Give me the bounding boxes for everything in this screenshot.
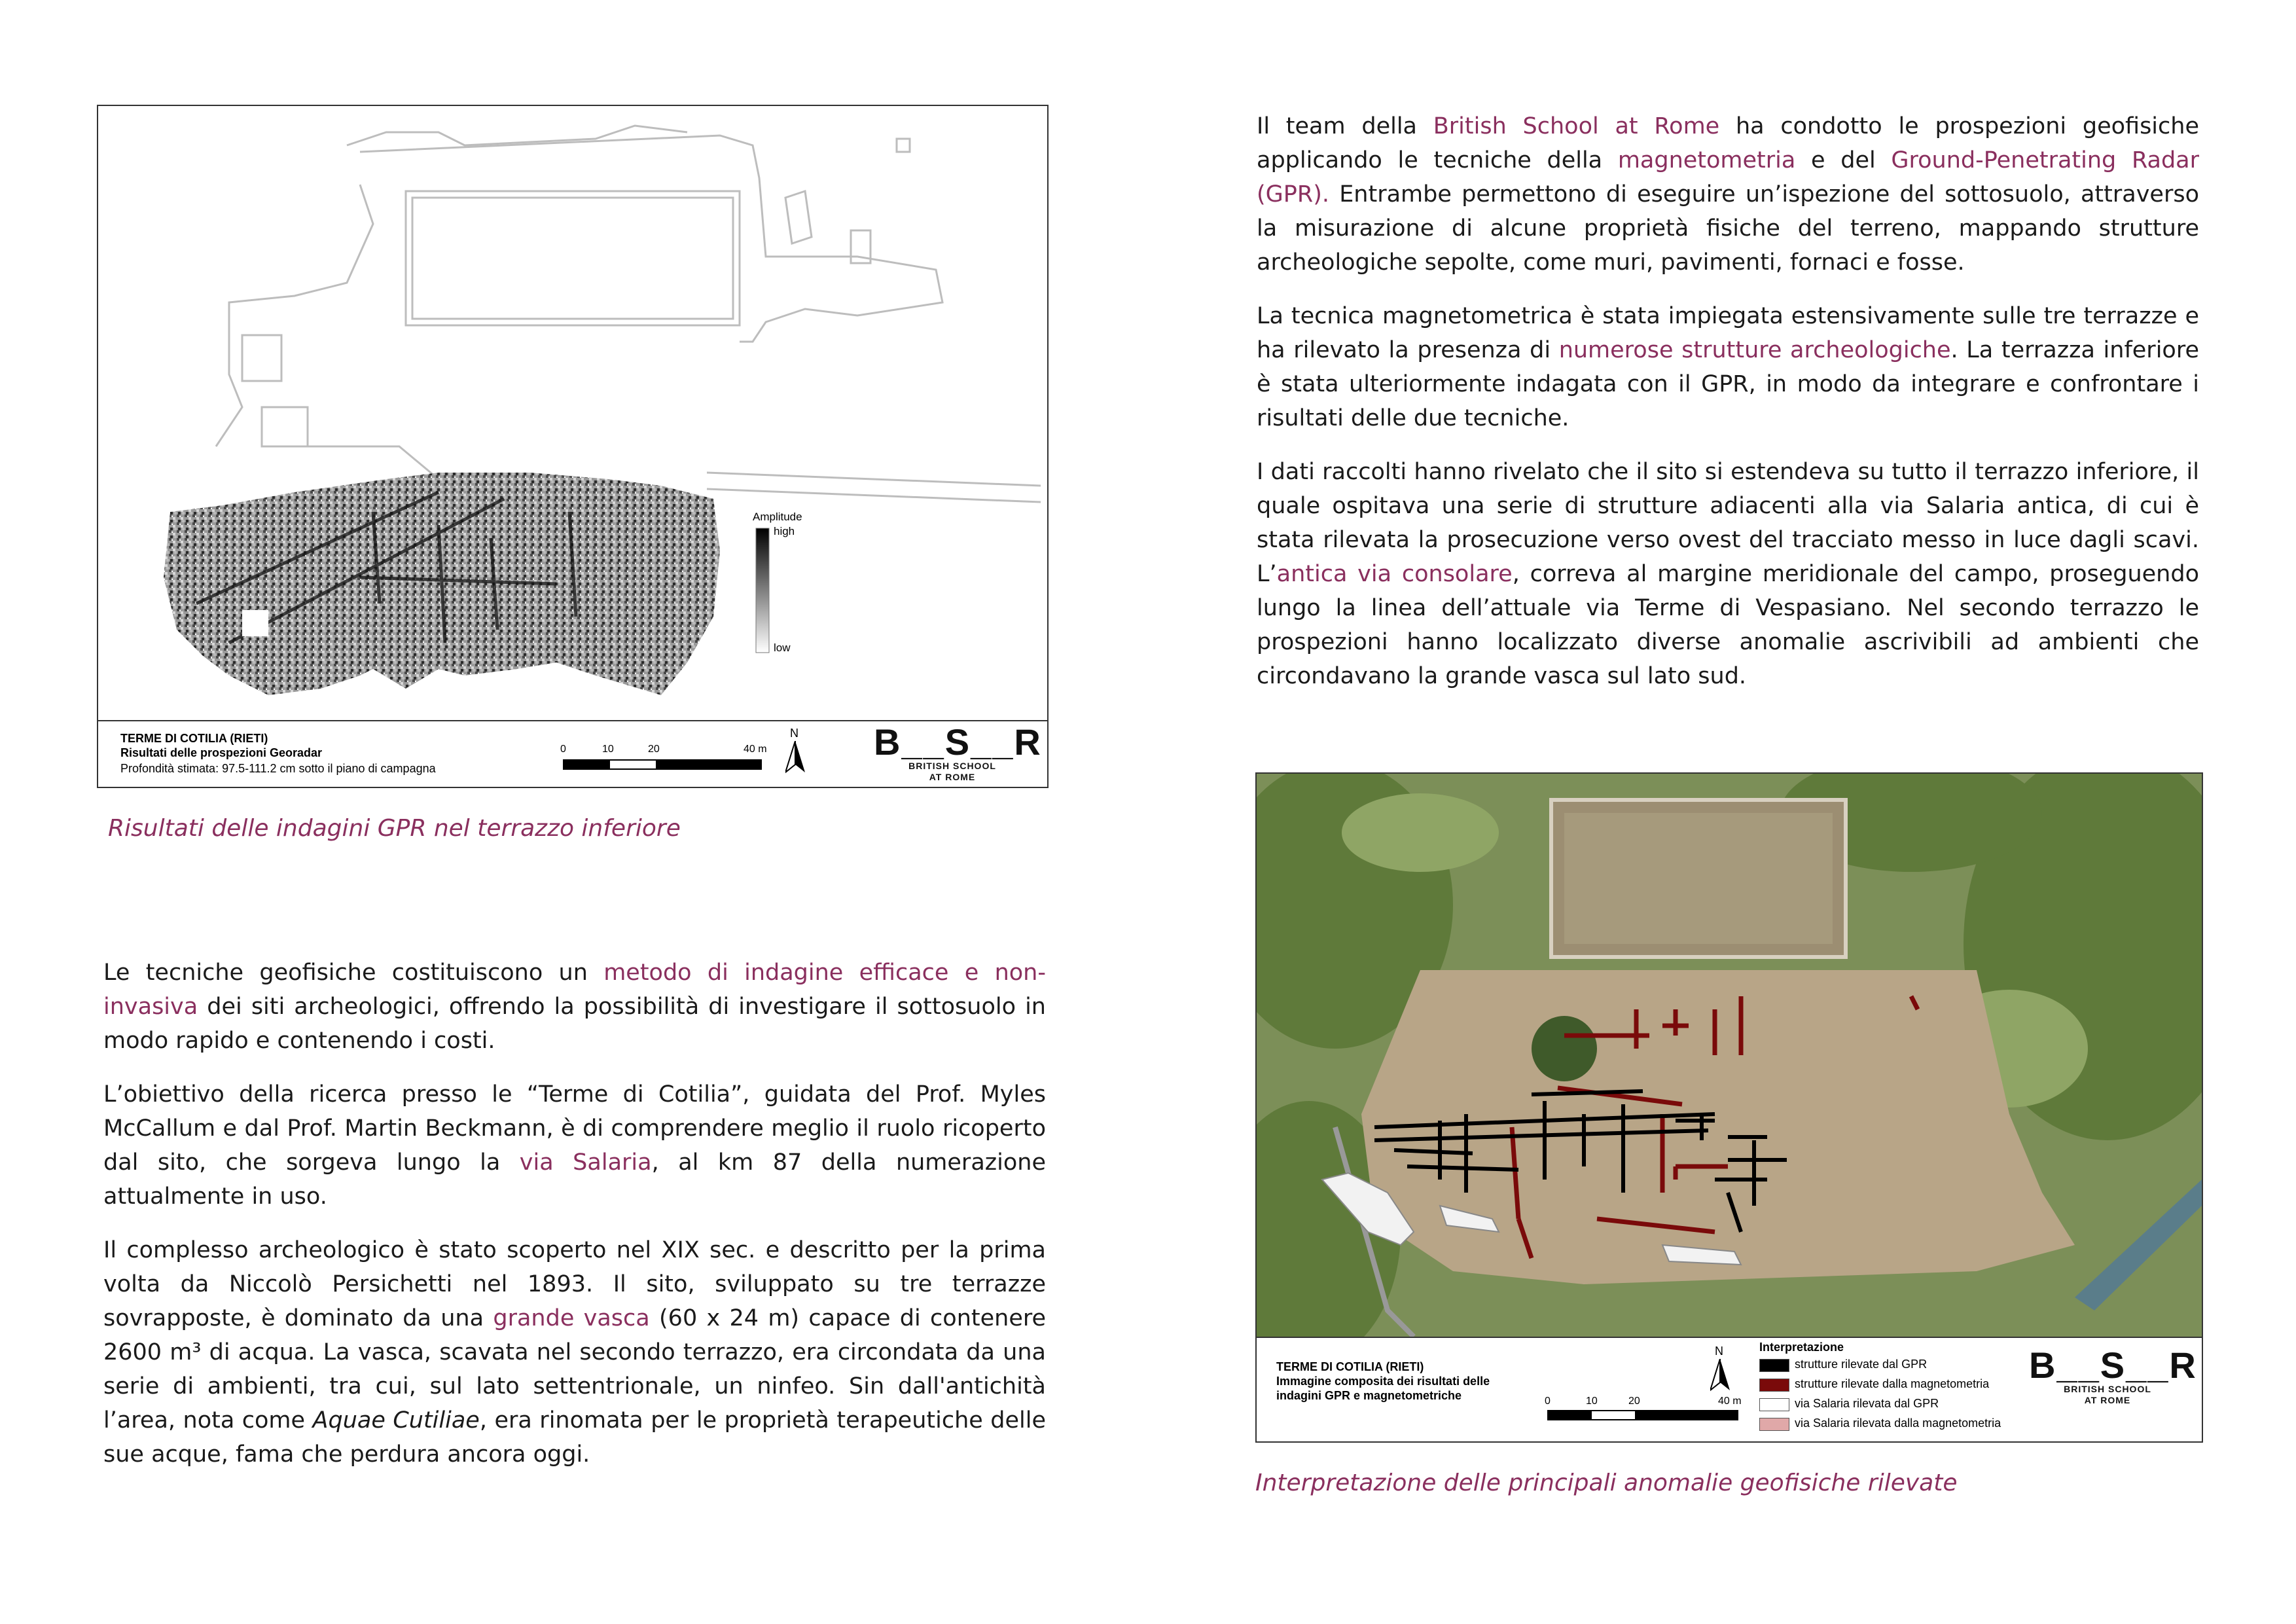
gpr-legend-bar <box>98 720 1047 787</box>
left-text-block <box>103 956 1046 1491</box>
scale-tick-0: 0 <box>560 744 566 755</box>
gpr-subtitle: Risultati delle prospezioni Georadar <box>120 746 323 759</box>
highlighted-term: Ground-Penetrating Radar (GPR). <box>1257 147 2200 208</box>
composite-aerial-map <box>1257 774 2202 1337</box>
highlighted-term: British School at Rome <box>1433 113 1720 139</box>
composite-scale-tick-10: 10 <box>1586 1396 1598 1407</box>
legend-swatch-gpr <box>1759 1359 1789 1372</box>
composite-bsr-logo-line1: BRITISH SCHOOL <box>2064 1384 2151 1394</box>
legend-swatch-salaria-magnetometry <box>1759 1418 1789 1431</box>
gpr-site-plan <box>98 106 1047 718</box>
composite-title: TERME DI COTILIA (RIETI) <box>1276 1360 1424 1373</box>
text-run: Entrambe permettono di eseguire un’ispezione del sottosuolo, attraverso la misurazione di alcune proprietà fisiche del terreno, mappando strutture archeologiche sepolte, come muri, pavimenti, fornaci e fosse. <box>1257 181 2199 276</box>
gpr-figure <box>97 105 1049 788</box>
text-run: La tecnica magnetometrica è stata impiegata estensivamente sulle tre terrazze e ha rilevato la presenza di <box>1257 303 2199 363</box>
north-label: N <box>790 727 798 740</box>
highlighted-term: metodo di indagine efficace e non-invasiva <box>103 960 1046 1020</box>
highlighted-term: numerose strutture archeologiche <box>1558 337 1951 363</box>
italic-term: Aquae Cutiliae <box>312 1407 480 1434</box>
text-run: L’obiettivo della ricerca presso le “Terme di Cotilia”, guidata del Prof. Myles McCallum e dal Prof. Martin Beckmann, è di comprendere meglio il ruolo ricoperto dal sito, che sorgeva lungo la <box>103 1081 1046 1176</box>
scale-bar <box>563 759 762 770</box>
text-run: Il complesso archeologico è stato scoperto nel XIX sec. e descritto per la prima volta da Niccolò Persichetti nel 1893. Il sito, sviluppato su tre terrazze sovrapposte, è dominato da una <box>103 1237 1046 1331</box>
text-run: , al km 87 della numerazione attualmente in uso. <box>103 1149 1046 1210</box>
amplitude-colorbar <box>756 528 769 653</box>
composite-bsr-logo <box>2029 1344 2197 1406</box>
composite-legend-bar <box>1257 1337 2202 1441</box>
bsr-logo <box>874 721 1042 783</box>
bsr-logo-line1: BRITISH SCHOOL <box>908 761 996 771</box>
composite-scale-tick-40: 40 m <box>1718 1396 1742 1407</box>
text-run: . La terrazza inferiore è stata ulteriormente indagata con il GPR, in modo da integrare e confrontare i risultati delle due tecniche. <box>1257 337 2199 431</box>
composite-figure-caption: Interpretazione delle principali anomalie geofisiche rilevate <box>1255 1470 1958 1496</box>
gpr-figure-caption: Risultati delle indagini GPR nel terrazzo inferiore <box>108 815 681 842</box>
composite-bsr-logo-letters: B__S__R <box>2029 1344 2197 1386</box>
text-run: Il team della <box>1257 113 1433 139</box>
text-run: Le tecniche geofisiche costituiscono un <box>103 960 604 986</box>
legend-swatch-salaria-gpr <box>1759 1398 1789 1411</box>
right-paragraph-2 <box>1257 299 2199 435</box>
left-paragraph-2 <box>103 1077 1046 1214</box>
composite-subtitle-1: Immagine composita dei risultati delle <box>1276 1375 1490 1388</box>
text-run: (60 x 24 m) capace di contenere 2600 m³ di acqua. La vasca, scavata nel secondo terrazzo, era circondata da una serie di ambienti, tra cui, sul lato settentrionale, un ninfeo. Sin dall'antichità l’area, nota come <box>103 1305 1047 1434</box>
legend-swatch-magnetometry <box>1759 1379 1789 1392</box>
composite-subtitle-2: indagini GPR e magnetometriche <box>1276 1389 1462 1402</box>
composite-scale-tick-0: 0 <box>1545 1396 1551 1407</box>
amplitude-high-label: high <box>774 525 795 537</box>
text-run: , era rinomata per le proprietà terapeutiche delle sue acque, fama che perdura ancora oggi. <box>103 1407 1046 1468</box>
text-run: ha condotto le prospezioni geofisiche applicando le tecniche della <box>1257 113 2199 173</box>
scale-tick-40: 40 m <box>744 744 767 755</box>
highlighted-term: antica via consolare <box>1276 561 1513 587</box>
highlighted-term: magnetometria <box>1617 147 1796 173</box>
composite-scale-tick-20: 20 <box>1628 1396 1640 1407</box>
left-paragraph-3 <box>103 1233 1046 1471</box>
bsr-logo-letters: B__S__R <box>874 721 1042 763</box>
composite-north-arrow-icon <box>1710 1359 1730 1392</box>
right-paragraph-1 <box>1257 109 2199 280</box>
scale-tick-20: 20 <box>648 744 660 755</box>
right-paragraph-3 <box>1257 455 2199 693</box>
gpr-depth: Profondità stimata: 97.5-111.2 cm sotto il piano di campagna <box>120 762 436 775</box>
text-run: e del <box>1795 147 1892 173</box>
scale-tick-10: 10 <box>602 744 614 755</box>
text-run: , correva al margine meridionale del campo, proseguendo lungo la linea dell’attuale via Terme di Vespasiano. Nel secondo terrazzo le prospezioni hanno localizzato diverse anomalie ascrivibili ad ambienti che circondavano la grande vasca sul lato sud. <box>1257 561 2199 689</box>
composite-north-label: N <box>1715 1344 1723 1358</box>
interpretation-title: Interpretazione <box>1759 1341 1844 1354</box>
north-arrow-icon <box>785 741 805 774</box>
composite-bsr-logo-line2: AT ROME <box>2084 1395 2131 1405</box>
composite-scale-bar <box>1547 1410 1738 1420</box>
legend-label-salaria-gpr: via Salaria rilevata dal GPR <box>1795 1397 1939 1410</box>
right-text-block <box>1257 109 2199 713</box>
text-run: dei siti archeologici, offrendo la possibilità di investigare il sottosuolo in modo rapido e contenendo i costi. <box>103 994 1046 1054</box>
bsr-logo-line2: AT ROME <box>929 772 976 782</box>
highlighted-term: grande vasca <box>493 1305 650 1331</box>
legend-label-magnetometry: strutture rilevate dalla magnetometria <box>1795 1377 1990 1390</box>
amplitude-low-label: low <box>774 641 791 654</box>
highlighted-term: via Salaria <box>519 1149 652 1176</box>
composite-figure <box>1255 772 2203 1443</box>
legend-label-salaria-magnetometry: via Salaria rilevata dalla magnetometria <box>1795 1416 2001 1430</box>
left-paragraph-1 <box>103 956 1046 1058</box>
legend-label-gpr: strutture rilevate dal GPR <box>1795 1358 1928 1371</box>
text-run: I dati raccolti hanno rivelato che il sito si estendeva su tutto il terrazzo inferiore, il quale ospitava una serie di strutture adiacenti alla via Salaria antica, di cui è stata rilevata la prosecuzione verso ovest del tracciato messo in luce dagli scavi. L’ <box>1257 459 2199 587</box>
amplitude-label: Amplitude <box>753 511 802 523</box>
gpr-title: TERME DI COTILIA (RIETI) <box>120 732 268 745</box>
